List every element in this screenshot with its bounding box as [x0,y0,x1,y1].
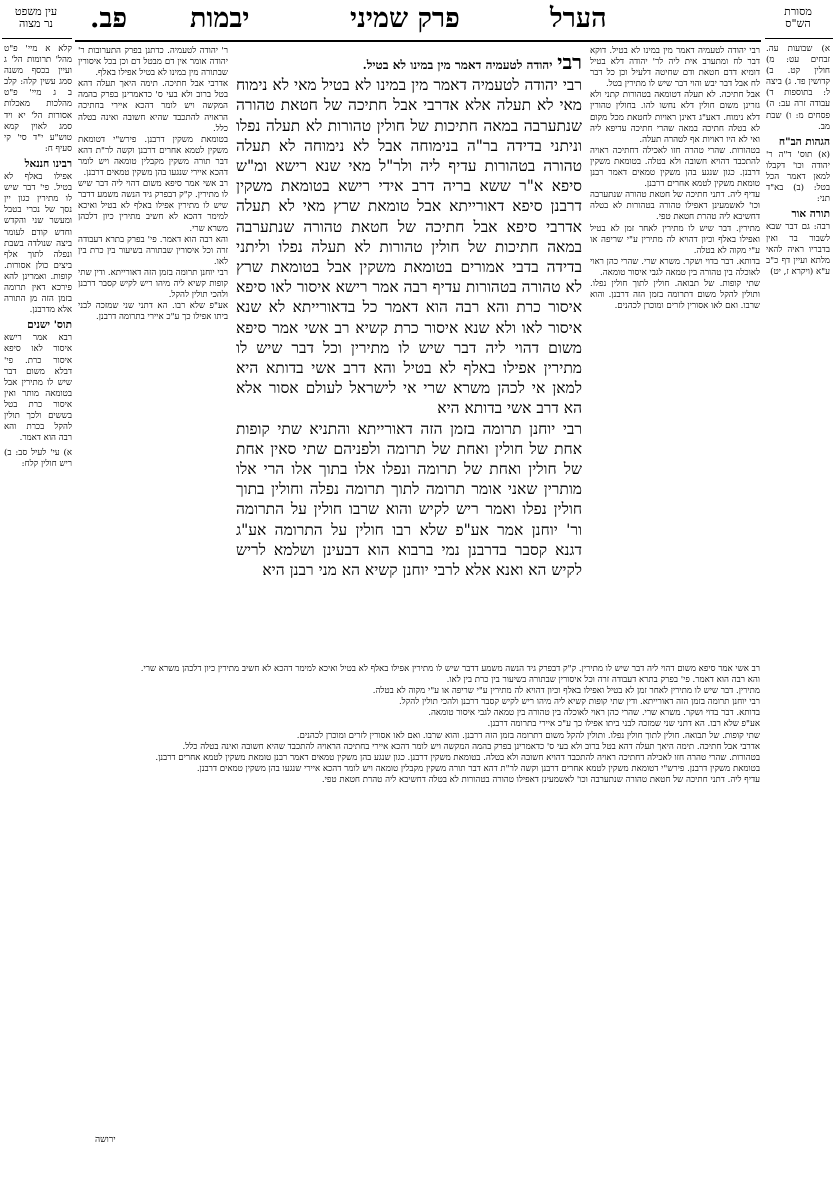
rashi-para: בדותא. דבר בדוי ושקר. משרא שרי. שהרי כהן ראוי לאוכלה בין טהורה בין טמאה לגבי איסור טומאה. [590,256,760,278]
torah-or-text: רבה: גם דבר שבא לשבור בר ואין בדבריו ראיה להאי מלתא ועיין דף כ"ב ע"א (ויקרא ז, יט) [766,222,830,277]
tosafot-para: אדרבי אבל חתיכה. תימה היאך תעלה דהא בטל ברוב ולא בעי ס' כדאמרינן בפרק בהמה המקשה ויש לומר דהכא איירי בחתיכה הראויה להתכבד שהיא חשובה ואינה בטלה כלל. [78,79,228,134]
opening-phrase: יהודה לטעמיה דאמר מין במינו לא בטיל. [362,58,553,72]
lower-commentary-para: שתי קופות. של תבואה. חולין לתוך חולין נפלו. ותולין להקל משום דתרומה בזמן הזה דרבנן. והוא שרבו. ואם לאו אסורין לזרים ומוכרן לכהנים. [296,730,760,741]
rashi-para: מתירין. דבר שיש לו מתירין לאחר זמן לא בטיל ואפילו באלף וכיון דהויא לה מתירין ע"י שריפה או ע"י מקוה לא בטלה. [590,223,760,256]
rashi-column [590,46,760,656]
left-margin-note: א) עי' לעיל סב: ב) ריש חולין קלח: [4,448,72,470]
lower-commentary-para: מתירין. דבר שיש לו מתירין לאחר זמן לא בטיל ואפילו באלף וכיון דהויא לה מתירין ע"י שריפה או ע"י מקוה לא בטלה. [372,686,760,697]
tosafot-yeshanim-title: תוס' ישנים [27,319,72,332]
opening-word: רבי [557,52,582,74]
lower-commentary-para: רב אשי אמר סיפא משום דהוי ליה דבר שיש לו מתירין. ק"ק דבפרק גיד הנשה משמע דדבר שיש לו מתירין אפילו באלף לא בטיל ואיכא למימר דהכא לא חשיב מתירין כיון דלכהן משרא שרי. [140,664,760,674]
right-margin-rule [765,38,833,39]
rashi-para: בטהורות. שהרי טהרה חזו לאכילה דחתיכה ראויה להתכבד דהויא חשובה ולא בטלה. בטומאת משקין דרבנן. כגון שנגע בהן משקין טמאים דאמר רבנן טומאת משקין לטמא אחרים דרבנן. [590,145,760,190]
lower-commentary-para: רבי יוחנן תרומה בזמן הזה דאורייתא. ודין שתי קופות קשיא ליה מיהו ריש לקיש קסבר דרבנן ולהכי תולין להקל. [398,697,760,708]
rashi-para: רבי יהודה לטעמיה דאמר מין במינו לא בטיל. דוקא דבר לח ומתערב אית ליה לר' יהודה דלא בטיל דומיא דדם חטאת ודם שחיטה דלעיל וכן כל דבר לח אבל דבר יבש והוי דבר שיש לו מתירין בטל. [590,46,760,90]
lower-commentary-para: בטהורות. שהרי טהרה חזו לאכילה דחתיכה ראויה להתכבד דהויא חשובה ולא בטלה. בטומאת משקין דרבנן. כגון שנגע בהן משקין טמאים דאמר רבנן טומאת משקין לטמא אחרים דרבנן. [155,752,760,763]
lower-commentary-para: עדיף ליה. דתני חתיכה של חטאת טהורה שנתערבה וכו' לאשמעינן דאפילו טהורה בטהורות לא בטלה דחשיבא ליה טהרת חטאת טפי. [321,774,760,785]
tosafot-column [78,46,228,656]
rabbeinu-chananel-title: רבינו חננאל [24,157,72,170]
lower-commentary-para: בטומאת משקין דרבנן. פירש"י דטומאת משקין לטמא אחרים דרבנן וקשה לר"ת דהא דבר תורה משקין מקבלין טומאה ויש לומר דהכא איירי שנגעו בהן משקין טמאים דרבנן. [196,763,760,774]
tosafot-para: רב אשי אמר סיפא משום דהוי ליה דבר שיש לו מתירין. ק"ק דבפרק גיד הנשה משמע דדבר שיש לו מתירין אפילו באלף לא בטיל ואיכא למימר דהכא לא חשיב מתירין כיון דלכהן משרא שרי. [78,179,228,234]
tosafot-para: ר' יהודה לטעמיה. כדתנן בפרק התערובות ר' יהודה אומר אין דם מבטל דם וכן בכל איסורין שבתורה מין במינו לא בטיל אפילו באלף. [78,46,228,79]
ein-mishpat-text: קלא א מיי' פ"ט מהל' תרומות הל' ג ועיין בכסף משנה סמג עשין קלה: קלב ב ג מיי' פ"ט מהלכות מאכלות אסורות הל' יא ויד סמג לאוין קמא טוש"ע י"ד סי' קי סעיף ח: [4,44,72,154]
chapter-name: הערל [550,3,607,34]
left-margin [4,44,72,724]
hagahot-title: הגהות הב"ח [778,135,830,148]
rashi-para: שתי קופות. של תבואה. חולין לתוך חולין נפלו. ותולין להקל משום דתרומה בזמן הזה דרבנן. והוא שרבו. ואם לאו אסורין לזרים ומוכרן לכהנים. [590,278,760,312]
chapter-number: פרק שמיני [350,3,460,34]
right-margin [766,44,830,684]
rashi-para: אבל חתיכה. לא תעלה דטומאה בטהורות קתני ולא גזרינן משום חולין דלא נחשו להו. בחולין טהורין דלא נימוח. דאע"ג דאינן ראויות לחטאת מכל מקום לא בטלה חתיכה במאה שהרי חתיכה עדיפא ליה ואי לא היו ראויות אף לטהרה תעלה. [590,90,760,145]
masoret-text: א) שבועות עה. זבחים עט: מ) חולין קט. ב) קדושין פד. ג) ביצה ל: בתוספות ד) עבודה זרה עב: ה) פסחים מ: ו) שבת מב. [766,44,830,132]
tosafot-para: בטומאת משקין דרבנן. פירש"י דטומאת משקין לטמא אחרים דרבנן וקשה לר"ת דהא דבר תורה משקין מקבלין טומאה ויש לומר דהכא איירי שנגעו בהן משקין טמאים דרבנן. [78,134,228,179]
gemara-paragraph: רבי יהודה לטעמיה דאמר מין במינו לא בטיל מאי לא נימוח מאי לא תעלה אלא אדרבי אבל חתיכה של חטאת טהורה שנתערבה במאה חתיכות של חולין טהורות לא תעלה נפלו וניתני בדידה בר"ה בנימוחה אבל לא נימוחה לא תעלה טהורה בטהורות עדיף ליה ולר"ל מאי שנא רישא ומ"ש סיפא א"ר ששא בריה דרב אידי רישא בטומאת משקין דרבנן סיפא דאורייתא אבל טומאת שרץ מאי לא תעלה אדרבי סיפא אבל חתיכה של חטאת טהורה שנתערבה במאה חתיכות של חולין טהורות לא תעלה נפלו וליתני בדידה בדבי אמורים בטומאת משקין אבל בטומאת שרץ לא טהורה בטהורות עדיף רבה אמר רישא איסור לאו סיפא איסור כרת והא רבה הוא דאמר כל בדאורייתא לא שנא איסור לאו ולא שנא איסור כרת קשיא רב אשי אמר סיפא משום דהוי ליה דבר שיש לו מתירין וכל דבר שיש לו מתירין אפילו באלף לא בטיל והא דרב אשי בדותא היא למאן אי לכהן משרא שרי אי לישראל לעולם אסור אלא הא דרב אשי בדותא היא [236,76,582,418]
lower-commentary [78,664,760,1126]
tosafot-para: והא רבה הוא דאמר. פי' בפרק בתרא דעבודה זרה וכל איסורין שבתורה בשיעור בין כרת בין לאו. [78,234,228,267]
page-header [0,0,834,40]
header-rule [75,40,761,42]
gemara-main-text [236,52,582,656]
hagahot-text: (א) תוס' ד"ה ר' יהודה וכו' דקבלו למאן דאמר הכל בטל: (ב) בא"ד תני: [766,149,830,205]
rashi-para: עדיף ליה. דתני חתיכה של חטאת טהורה שנתערבה וכו' לאשמעינן דאפילו טהורה בטהורות לא בטלה דחשיבא ליה טהרת חטאת טפי. [590,190,760,223]
torah-or-title: תורה אור [791,208,830,221]
rabbeinu-chananel-text: אפילו באלף לא בטיל. פי' דבר שיש לו מתירין כגון יין נסך של נכרי בטבל ומעשר שני והקדש וחדש קודם לעומר ביצה שנולדה בשבת ונפלה לתוך אלף ביצים כולן אסורות. קופות. ואמרינן להא פירכא דאין תרומה בזמן הזה מן התורה אלא מדרבנן. [4,172,72,316]
daf-number: פב. [90,3,128,34]
tosafot-yeshanim-text: רבא אמר רישא איסור לאו סיפא איסור כרת. פי' דבלא משום דבר שיש לו מתירין אבל בטומאה מותר ואין איסור כרת בטל בששים ולכך תולין להקל בכרת והא רבה הוא דאמר. [4,333,72,444]
lower-commentary-para: אע"פ שלא רבו. הא דתני שני שמזכה לבני ביתו אפילו כך ע"כ איירי בתרומה דרבנן. [487,719,760,730]
lower-commentary-para: אדרבי אבל חתיכה. תימה היאך תעלה דהא בטל ברוב ולא בעי ס' כדאמרינן בפרק בהמה המקשה ויש לומר דהכא איירי בחתיכה הראויה להתכבד שהיא חשובה ואינה בטלה כלל. [182,741,760,752]
left-margin-rule [2,38,72,39]
catchword: ירושה [95,1135,116,1145]
ein-mishpat-label: עין משפט נר מצוה [14,5,58,30]
tractate-name: יבמות [190,3,250,34]
masoret-label: מסורת הש"ס [784,5,812,30]
lower-commentary-para: והא רבה הוא דאמר. פי' בפרק בתרא דעבודה זרה וכל איסורין שבתורה בשיעור בין כרת בין לאו. [446,675,760,686]
tosafot-para: אע"פ שלא רבו. הא דתני שני שמזכה לבני ביתו אפילו כך ע"כ איירי בתרומה דרבנן. [78,301,228,323]
tosafot-para: רבי יוחנן תרומה בזמן הזה דאורייתא. ודין שתי קופות קשיא ליה מיהו ריש לקיש קסבר דרבנן ולהכי תולין להקל. [78,267,228,301]
gemara-paragraph: רבי יוחנן תרומה בזמן הזה דאורייתא והתניא שתי קופות אחת של חולין ואחת של תרומה ולפניהם שתי סאין אחת של חולין ואחת של תרומה ונפלו אלו בתוך אלו הרי אלו מותרין שאני אומר תרומה לתוך תרומה נפלה וחולין בתוך חולין נפלו ואמר ריש לקיש והוא שרבו חולין על התרומה ור' יוחנן אמר אע"פ שלא רבו חולין על התרומה אע"ג דגנא קסבר בדרבנן נמי ברבוא הוא דבעינן ושלמא לריש לקיש הא ואנא אלא לרבי יוחנן קשיא הא מני רבנן היא [236,419,582,580]
lower-commentary-para: בדותא. דבר בדוי ושקר. משרא שרי. שהרי כהן ראוי לאוכלה בין טהורה בין טמאה לגבי איסור טומאה. [428,708,760,719]
